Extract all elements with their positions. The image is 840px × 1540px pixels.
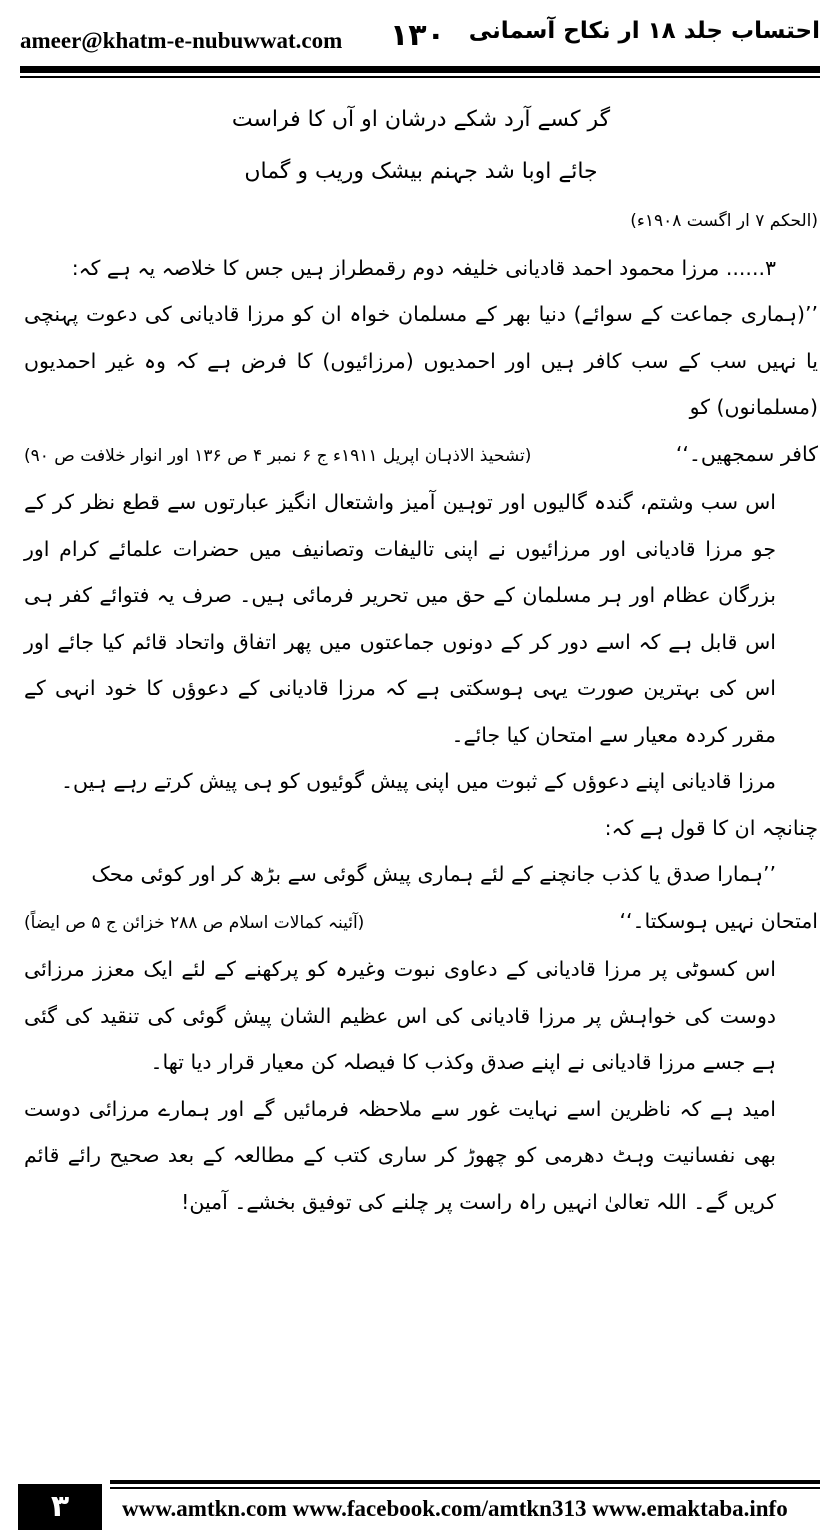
- page-body: [24, 94, 818, 1225]
- quote-2: ’’ہمارا صدق یا کذب جانچنے کے لئے ہماری پیش گوئی سے بڑھ کر اور کوئی محک: [91, 862, 776, 886]
- citation-1: (الحکم ۷ ار اگست ۱۹۰۸ء): [630, 211, 818, 231]
- quote-1-end: کافر سمجھیں۔‘‘: [675, 441, 818, 466]
- header-page-number: ۱۳۰: [390, 18, 445, 53]
- paragraph-3: مرزا قادیانی اپنے دعوؤں کے ثبوت میں اپنی پیش گوئیوں کو ہی پیش کرتے رہے ہیں۔: [61, 769, 776, 793]
- quote-2-end-row: [24, 898, 818, 947]
- paragraph-5: اس کسوٹی پر مرزا قادیانی کے دعاوی نبوت وغیرہ کو پرکھنے کے لئے ایک معزز مرزائی دوست کی خواہش پر مرزا قادیانی کی اس عظیم الشان پیش گوئی کی تنقید کی گئی ہے جسے مرزا قادیانی نے اپنے صدق وکذب کا فیصلہ کن معیار قرار دیا تھا۔: [24, 957, 776, 1074]
- paragraph-4: چنانچہ ان کا قول ہے کہ:: [604, 815, 818, 840]
- footer-links: www.amtkn.com www.facebook.com/amtkn313 www.emaktaba.info: [122, 1496, 788, 1521]
- verse-line-1: گر کسے آرد شکے درشان او آں کا فراست: [231, 107, 611, 132]
- header-book-title: احتساب جلد ۱۸ ار نکاح آسمانی: [468, 18, 820, 44]
- page-header: [20, 10, 820, 64]
- citation-2: (تشحیذ الاذہان اپریل ۱۹۱۱ء ج ۶ نمبر ۴ ص ۱۳۶ اور انوار خلافت ص ۹۰): [24, 445, 532, 466]
- paragraph-6: امید ہے کہ ناظرین اسے نہایت غور سے ملاحظہ فرمائیں گے اور ہمارے مرزائی دوست بھی نفسانیت وہٹ دھرمی کو چھوڑ کر ساری کتب کے مطالعہ کے بعد صحیح رائے قائم کریں گے۔ اللہ تعالیٰ انہیں راہ راست پر چلنے کی توفیق بخشے۔ آمین!: [24, 1096, 776, 1214]
- paragraph-2: اس سب وشتم، گندہ گالیوں اور توہین آمیز واشتعال انگیز عبارتوں سے قطع نظر کر کے جو مرزا قادیانی اور مرزائیوں نے اپنی تالیفات وتصانیف میں حضرات علمائے کرام اور بزرگان عظام اور ہر مسلمان کے حق میں تحریر فرمائی ہیں۔ صرف یہ فتوائے کفر ہی اس قابل ہے کہ اسے دور کر کے دونوں جماعتوں میں پھر اتفاق واتحاد قائم کیا جائے اور اس کی بہترین صورت یہی ہوسکتی ہے کہ مرزا قادیانی کے دعوؤں کا خود انہی کے مقرر کردہ معیار سے امتحان کیا جائے۔: [24, 490, 776, 747]
- footer-rule-thin: [110, 1487, 820, 1489]
- quote-1-end-row: [24, 431, 818, 480]
- footer-rule-thick: [110, 1480, 820, 1484]
- header-rule-thin: [20, 76, 820, 78]
- header-email: ameer@khatm-e-nubuwwat.com: [20, 28, 343, 53]
- citation-3: (آئینہ کمالات اسلام ص ۲۸۸ خزائن ج ۵ ص ایضاً): [24, 912, 365, 933]
- quote-2-end: امتحان نہیں ہوسکتا۔‘‘: [619, 908, 818, 933]
- quote-1: ’’(ہماری جماعت کے سوائے) دنیا بھر کے مسلمان خواہ ان کو مرزا قادیانی کی دعوت پہنچی یا نہیں سب کے سب کافر ہیں اور احمدیوں (مرزائیوں) کا فرض ہے کہ وہ غیر احمدیوں (مسلمانوں) کو: [24, 302, 818, 419]
- paragraph-1: ۳...... مرزا محمود احمد قادیانی خلیفہ دوم رقمطراز ہیں جس کا خلاصہ یہ ہے کہ:: [71, 255, 776, 280]
- header-rule-thick: [20, 66, 820, 73]
- footer-number-badge: ۳: [18, 1484, 102, 1530]
- verse-line-2: جائے اوبا شد جہنم بیشک وریب و گماں: [244, 159, 598, 184]
